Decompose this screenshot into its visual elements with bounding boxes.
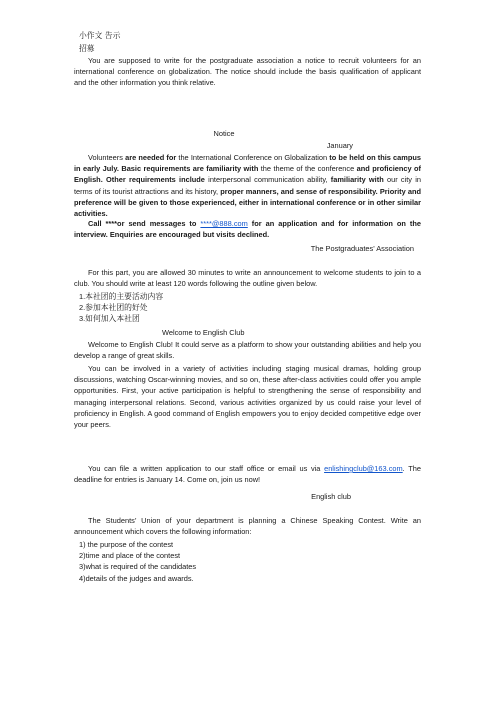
task2-paragraph-2: You can be involved in a variety of activities including staging musical dramas, holding group discussions, watching Oscar-winning movies, and so on, these after-class activities could offer you ample opportunities. First, your active participation is helpful to strengthening the sense of responsibility and managing interpersonal relations. Second, various activities organized by us could raise your level of proficiency in English. A good command of English empowers you to enjoy decided competitive edge over your peers. xyxy=(74,364,421,430)
task1-body: Volunteers are needed for the International Conference on Globalization to be held on this campus in early July. Basic requirements are familiarity with the theme of the conference and proficiency of English. Other requirements include interpersonal communication ability, familiarity with our city in terms of its tourist attractions and its history, proper manners, and sense of responsibility. Priority and preference will be given to those experienced, either in international conference or in other similar activities. xyxy=(74,153,422,219)
topic-heading: 小作文 告示 xyxy=(79,31,121,40)
task1-date: January xyxy=(326,141,353,150)
task2-paragraph-3: You can file a written application to our staff office or email us via enlishingclub@163.com. The deadline for entries is January 14. Come on, join us now! xyxy=(74,464,421,485)
task2-outline xyxy=(79,291,163,325)
task3-list-item: 2)time and place of the contest xyxy=(79,551,181,561)
task3-prompt: The Students’ Union of your department is planning a Chinese Speaking Contest. Write an announcement which covers the following information: xyxy=(74,516,421,537)
task3-list xyxy=(79,539,196,584)
task1-prompt: You are supposed to write for the postgraduate association a notice to recruit volunteers for an international conference on globalization. The notice should include the basis qualification of applicant and the other information you think relative. xyxy=(74,56,421,88)
outline-item: 3.如何加入本社团 xyxy=(79,314,140,324)
task1-signature: The Postgraduates’ Association xyxy=(310,244,414,253)
task1-contact: Call ****or send messages to ****@888.com for an application and for information on the interview. Enquiries are encouraged but visits declined. xyxy=(74,219,421,240)
type-heading: 招募 xyxy=(79,44,95,53)
task2-signature: English club xyxy=(311,492,351,501)
task3-list-item: 4)details of the judges and awards. xyxy=(79,573,194,583)
task3-list-item: 1) the purpose of the contest xyxy=(79,540,174,549)
task2-paragraph-1: Welcome to English Club! It could serve as a platform to show your outstanding abilities and help you develop a range of great skills. xyxy=(74,340,421,361)
task2-email-link[interactable]: enlishingclub@163.com xyxy=(324,464,403,473)
task3-list-item: 3)what is required of the candidates xyxy=(79,562,197,572)
task1-email-link[interactable]: ****@888.com xyxy=(200,219,248,228)
outline-item: 2.参加本社团的好处 xyxy=(79,303,148,313)
task2-prompt: For this part, you are allowed 30 minutes to write an announcement to welcome students to join to a club. You should write at least 120 words following the outline given below. xyxy=(74,268,421,289)
task2-club-title: Welcome to English Club xyxy=(162,328,245,337)
task1-notice-title: Notice xyxy=(213,129,235,138)
outline-item: 1.本社团的主要活动内容 xyxy=(79,292,164,301)
